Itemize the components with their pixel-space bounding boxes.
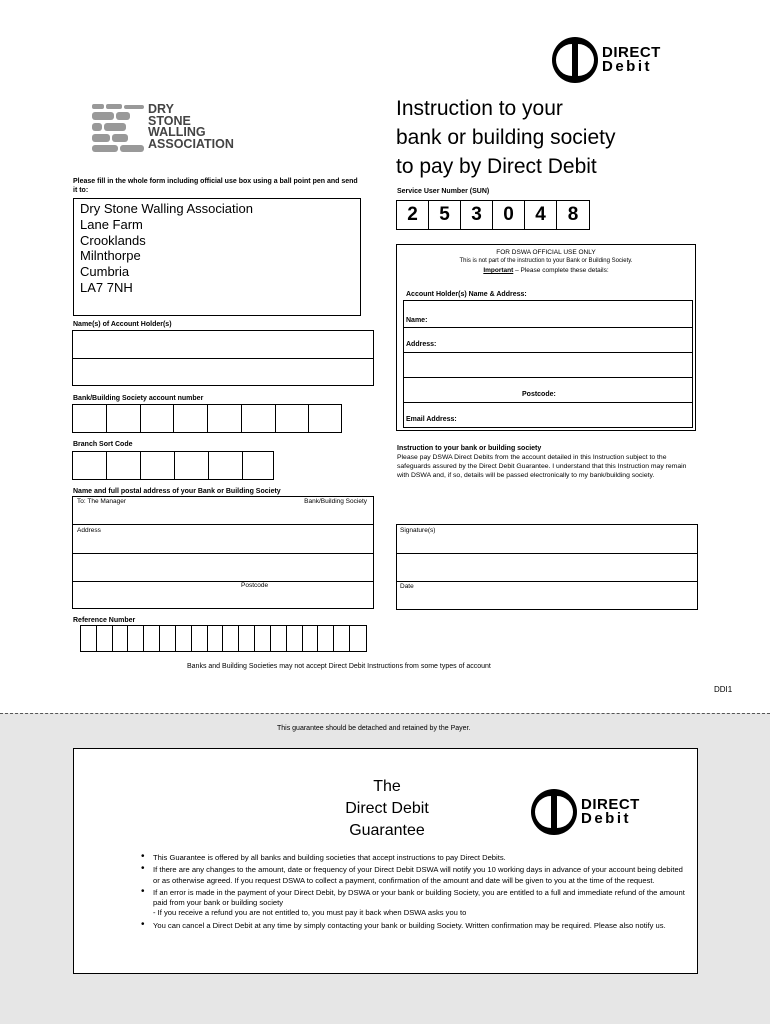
reference-cell[interactable] xyxy=(192,626,208,651)
reference-number-field[interactable] xyxy=(80,625,367,652)
dswa-logo xyxy=(92,104,252,156)
reference-cell[interactable] xyxy=(239,626,255,651)
bank-instruction-heading: Instruction to your bank or building society xyxy=(397,445,542,452)
bank-postcode-label: Postcode xyxy=(241,582,269,589)
reference-cell[interactable] xyxy=(81,626,97,651)
holder-name-label: Name: xyxy=(406,317,428,324)
guarantee-direct-debit-logo xyxy=(530,788,640,836)
direct-word: DIRECT xyxy=(581,795,640,813)
guarantee-item: • If there are any changes to the amount, date or frequency of your Direct Debit DSWA will notify you 10 working days in advance of your account being debited or as otherwise agreed. If you request DSWA to collect a payment, confirmation of the amount and date will be given to you at the time of the request. xyxy=(141,865,691,886)
reference-cell[interactable] xyxy=(223,626,239,651)
account-number-field[interactable] xyxy=(72,404,342,433)
bank-instruction xyxy=(397,444,687,480)
direct-debit-logo-icon xyxy=(530,788,578,836)
to-manager-label: To: The Manager xyxy=(77,498,127,505)
reference-cell[interactable] xyxy=(334,626,350,651)
dswa-line-2: STONE xyxy=(148,113,191,128)
account-holder-label: Name(s) of Account Holder(s) xyxy=(73,321,172,328)
detach-note: This guarantee should be detached and retained by the Payer. xyxy=(277,725,471,732)
reference-cell[interactable] xyxy=(303,626,319,651)
holder-postcode-label: Postcode: xyxy=(522,391,556,398)
account-holder-field[interactable] xyxy=(72,330,374,386)
guarantee-item: • You can cancel a Direct Debit at any time by simply contacting your bank or building Society. Written confirmation may be required. Please also notify us. xyxy=(141,921,691,931)
official-title: FOR DSWA OFFICIAL USE ONLY xyxy=(496,249,596,256)
holder-details-label: Account Holder(s) Name & Address: xyxy=(406,291,527,298)
reference-cell[interactable] xyxy=(271,626,287,651)
bank-address-sublabel: Address xyxy=(77,527,101,534)
signature-date-field[interactable] xyxy=(396,524,698,610)
send-to-address: Dry Stone Walling Association Lane Farm Crooklands Milnthorpe Cumbria LA7 7NH xyxy=(73,198,361,316)
guarantee-item: • If an error is made in the payment of your Direct Debit, by DSWA or your bank or building Society, you are entitled to a full and immediate refund of the amount paid from your bank or building society xyxy=(141,888,691,909)
reference-cell[interactable] xyxy=(97,626,113,651)
reference-cell[interactable] xyxy=(160,626,176,651)
reference-cell[interactable] xyxy=(255,626,271,651)
dswa-line-3: WALLING xyxy=(148,125,206,139)
reference-cell[interactable] xyxy=(113,626,129,651)
official-use-box xyxy=(396,244,696,431)
guarantee-title: The Direct Debit Guarantee xyxy=(345,778,429,839)
sort-code-field[interactable] xyxy=(72,451,274,480)
guarantee-subitem: - If you receive a refund you are not entitled to, you must pay it back when DSWA asks you to xyxy=(153,908,467,918)
bank-address-field[interactable] xyxy=(72,496,374,609)
direct-debit-logo xyxy=(551,36,661,84)
date-label: Date xyxy=(400,583,414,590)
holder-details-field[interactable] xyxy=(403,300,693,428)
dswa-line-4: ASSOCIATION xyxy=(148,136,234,151)
bank-instruction-body: Please pay DSWA Direct Debits from the account detailed in this Instruction subject to the safeguards assured by the Direct Debit Guarantee. I understand that this Instruction may remain with DSWA and, if so, details will be passed electronically to my bank/building society. xyxy=(397,454,687,479)
reference-cell[interactable] xyxy=(128,626,144,651)
banks-note: Banks and Building Societies may not accept Direct Debit Instructions from some types of account xyxy=(187,663,491,670)
reference-cell[interactable] xyxy=(208,626,224,651)
account-number-label: Bank/Building Society account number xyxy=(73,395,204,402)
bank-address-label: Name and full postal address of your Bank or Building Society xyxy=(73,488,281,495)
reference-cell[interactable] xyxy=(318,626,334,651)
email-label: Email Address: xyxy=(406,416,457,423)
service-user-number: 2 5 3 0 4 8 xyxy=(396,200,590,230)
debit-word: Debit xyxy=(602,58,652,75)
bank-society-label: Bank/Building Society xyxy=(304,498,367,505)
form-title: Instruction to your bank or building society to pay by Direct Debit xyxy=(396,97,616,178)
direct-debit-logo-icon xyxy=(551,36,599,84)
reference-cell[interactable] xyxy=(350,626,366,651)
dry-stone-wall-icon xyxy=(92,104,146,154)
reference-cell[interactable] xyxy=(176,626,192,651)
reference-label: Reference Number xyxy=(73,617,136,624)
form-code: DDI1 xyxy=(714,685,733,694)
guarantee-list xyxy=(141,853,691,933)
debit-word: Debit xyxy=(581,810,631,827)
sort-code-label: Branch Sort Code xyxy=(73,441,133,448)
official-note: This is not part of the instruction to your Bank or Building Society. xyxy=(459,258,633,264)
sun-label: Service User Number (SUN) xyxy=(397,188,490,195)
reference-cell[interactable] xyxy=(287,626,303,651)
signature-label: Signature(s) xyxy=(400,527,436,534)
fill-instruction: Please fill in the whole form including official use box using a ball point pen and send it to: xyxy=(73,178,358,194)
dswa-line-1: DRY xyxy=(148,102,174,116)
important-line: Important – Please complete these details: xyxy=(483,267,609,274)
holder-address-label: Address: xyxy=(406,341,437,348)
direct-word: DIRECT xyxy=(602,43,661,61)
guarantee-item: • This Guarantee is offered by all banks and building societies that accept instructions to pay Direct Debits. xyxy=(141,853,691,863)
reference-cell[interactable] xyxy=(144,626,160,651)
